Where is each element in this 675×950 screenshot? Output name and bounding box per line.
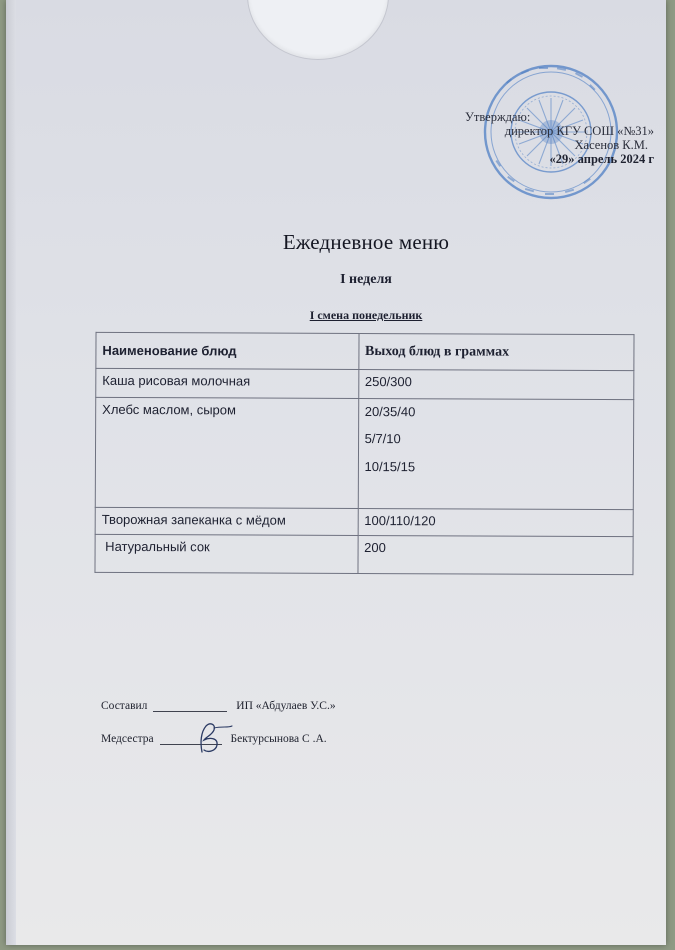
yield-value: 20/35/40 bbox=[364, 404, 416, 420]
approval-label: Утверждаю: bbox=[465, 110, 531, 124]
signature-blank bbox=[153, 700, 227, 712]
yield-value: 10/15/15 bbox=[364, 459, 416, 475]
yield-value: 5/7/10 bbox=[364, 431, 401, 447]
approval-date: «29» апрель 2024 г bbox=[549, 152, 654, 166]
header-yield: Выход блюд в граммах bbox=[358, 333, 634, 370]
yield-cell: 250/300 bbox=[358, 369, 634, 399]
header-dish: Наименование блюд bbox=[96, 332, 359, 369]
table-row bbox=[95, 507, 633, 536]
approval-block bbox=[458, 110, 654, 166]
shift-label: I смена понедельник bbox=[309, 308, 423, 322]
page-title: Ежедневное меню bbox=[282, 230, 450, 254]
handwritten-signature bbox=[184, 720, 244, 758]
approval-position: директор КГУ СОШ «№31» bbox=[504, 124, 654, 138]
nurse-label: Медсестра bbox=[101, 733, 154, 745]
table-row bbox=[95, 397, 633, 509]
yield-cell: 200 bbox=[358, 535, 634, 574]
compiled-by-label: Составил bbox=[101, 700, 148, 712]
dish-cell: Каша рисовая молочная bbox=[96, 368, 359, 398]
week-label: I неделя bbox=[340, 272, 392, 287]
yield-cell bbox=[358, 398, 634, 509]
yield-cell: 100/110/120 bbox=[358, 508, 634, 536]
binder-edge bbox=[6, 0, 16, 945]
table-row bbox=[95, 534, 633, 574]
table-row bbox=[96, 368, 634, 399]
table-header-row bbox=[96, 332, 634, 370]
dish-cell: Хлебс маслом, сыром bbox=[95, 397, 358, 508]
compiled-by-line bbox=[101, 700, 336, 712]
compiled-by-name: ИП «Абдулаев У.С.» bbox=[236, 700, 336, 712]
approval-name: Хасенов К.М. bbox=[574, 138, 648, 152]
nurse-name: Бектурсынова С .А. bbox=[230, 733, 327, 745]
document-page bbox=[6, 0, 666, 945]
menu-table bbox=[94, 332, 634, 575]
dish-cell: Натуральный сок bbox=[95, 534, 358, 573]
dish-cell: Творожная запеканка с мёдом bbox=[95, 507, 358, 535]
binder-cutout bbox=[247, 0, 389, 60]
